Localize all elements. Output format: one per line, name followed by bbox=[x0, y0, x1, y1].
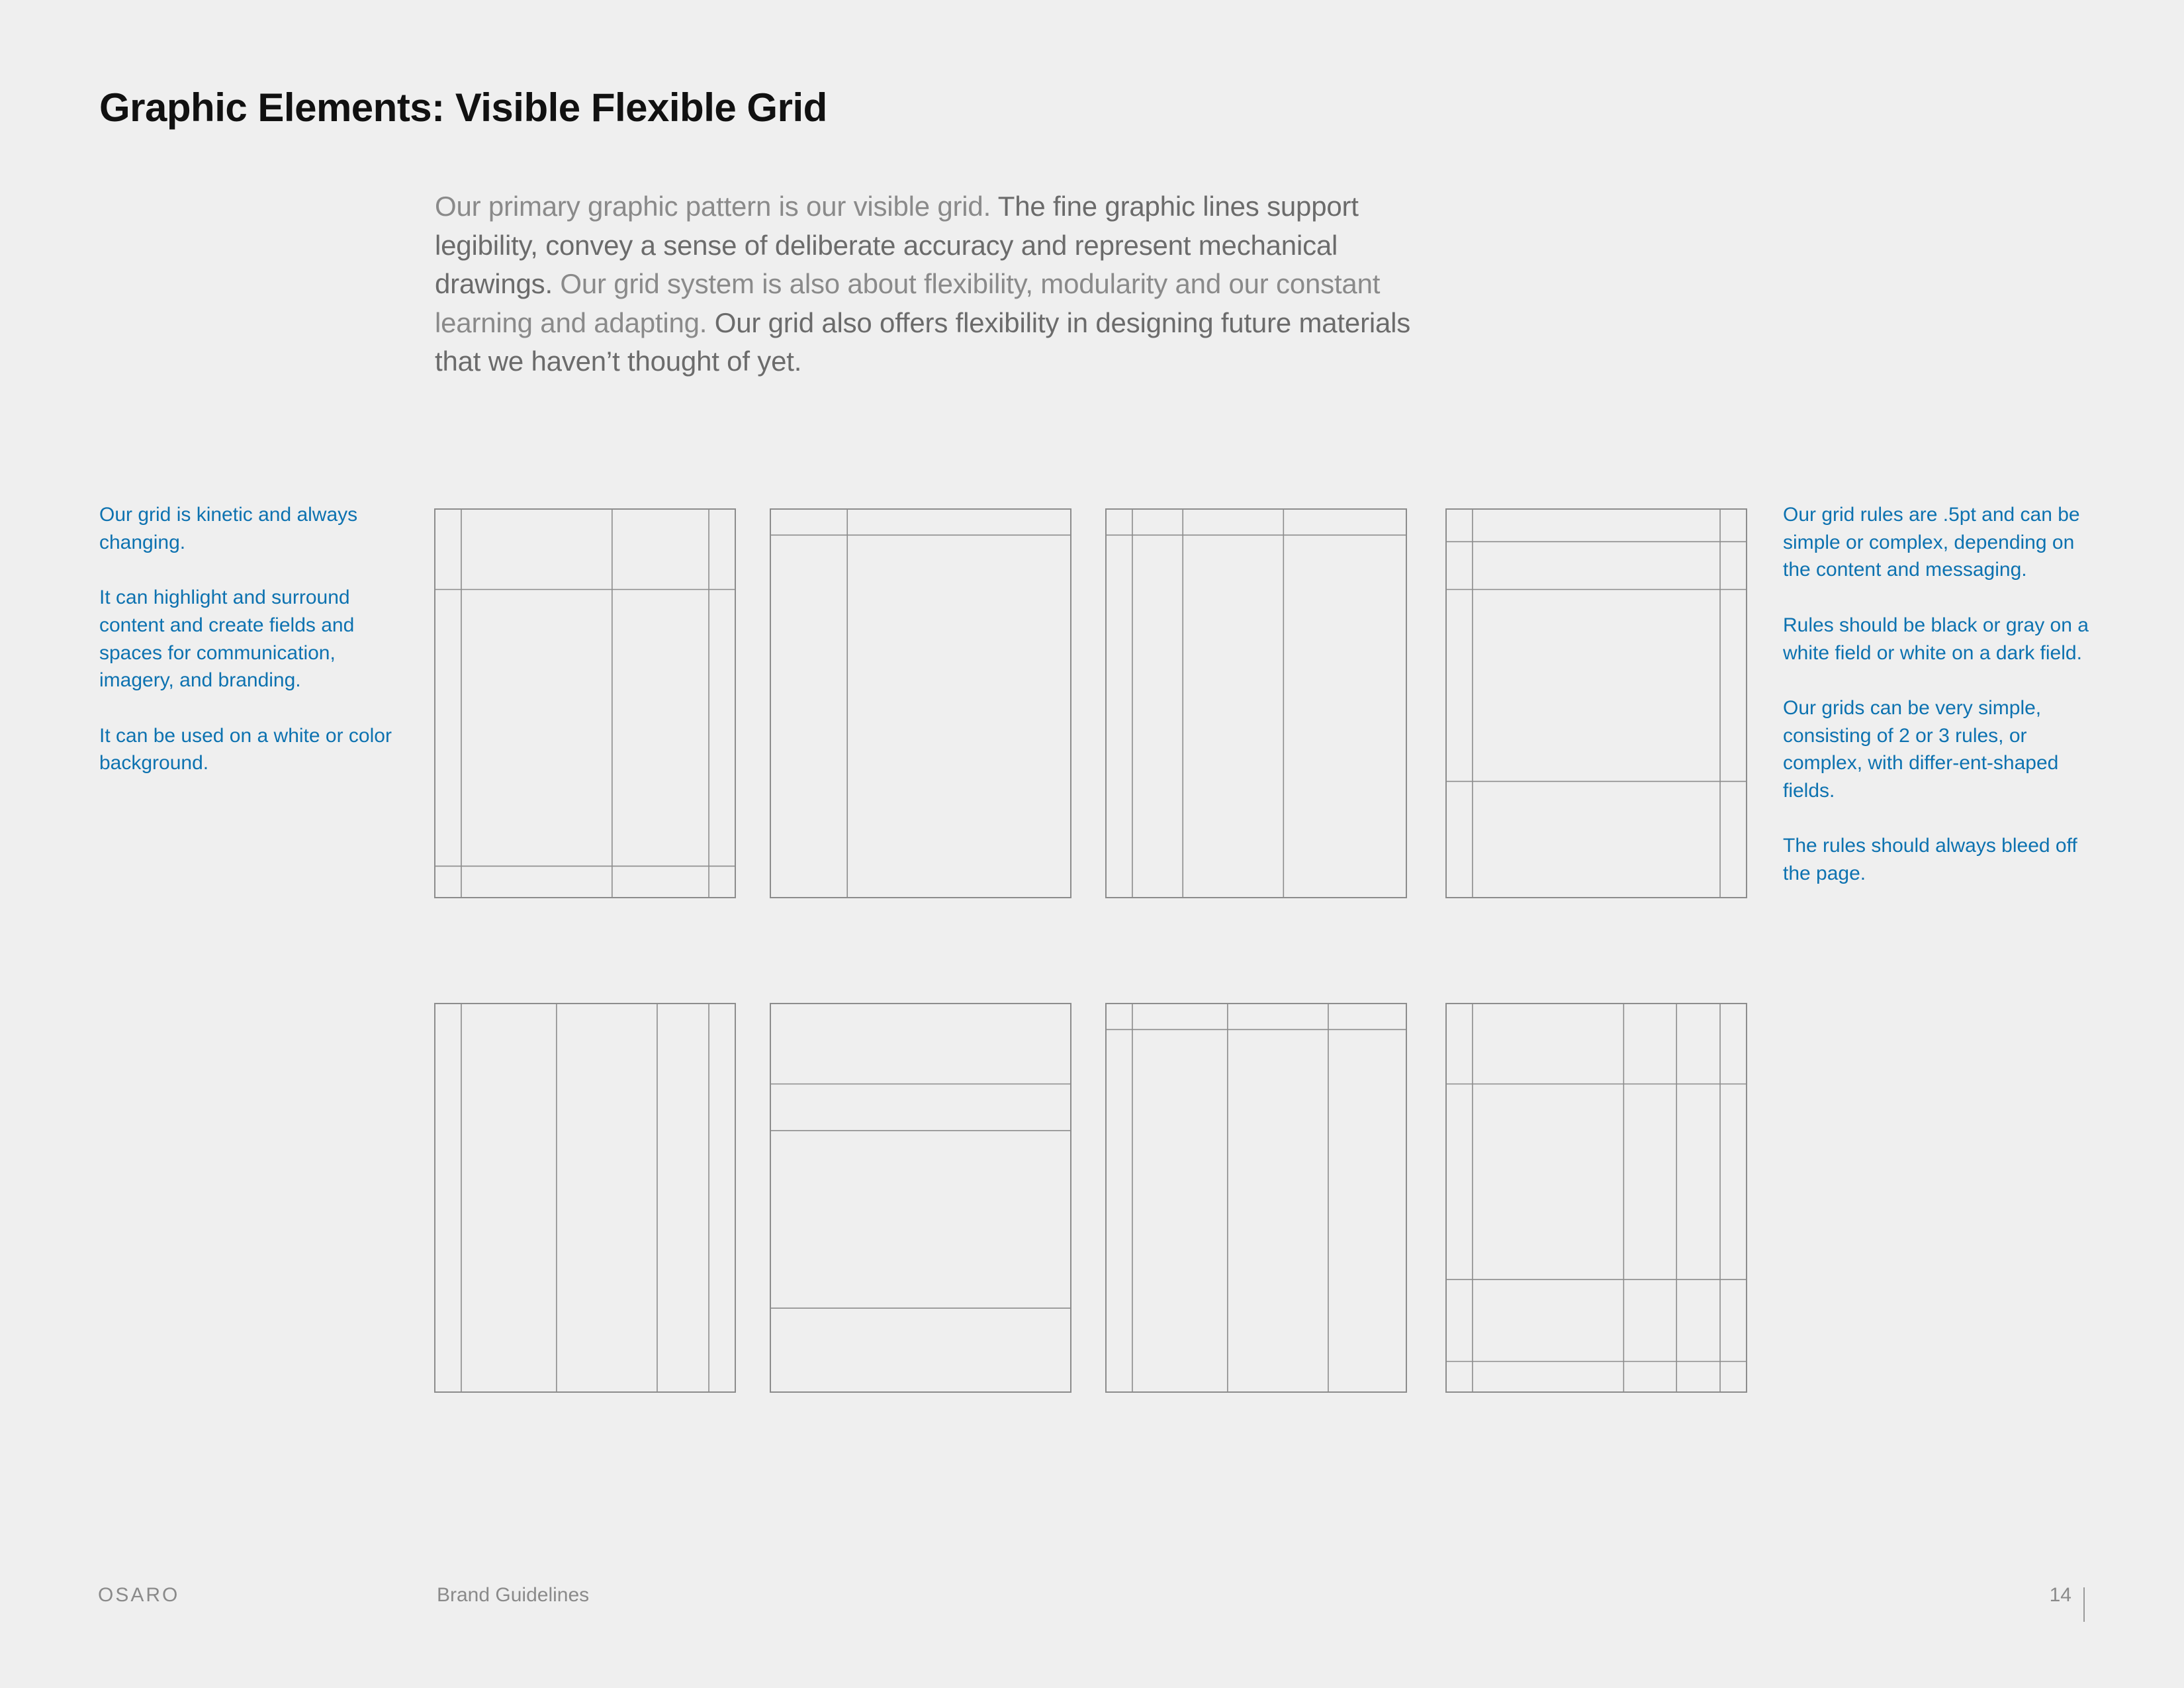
page-number: 14 bbox=[2049, 1584, 2071, 1606]
grid-frame bbox=[770, 1004, 1071, 1392]
grid-thumbnail bbox=[1446, 1004, 1747, 1392]
left-note: Our grid is kinetic and always changing. bbox=[99, 504, 358, 553]
page-title: Graphic Elements: Visible Flexible Grid bbox=[99, 85, 827, 130]
footer-document-title: Brand Guidelines bbox=[437, 1584, 590, 1606]
right-note: Our grids can be very simple, consisting of 2 or 3 rules, or complex, with differ-ent-shaped fields. bbox=[1783, 696, 2059, 802]
grid-frame bbox=[435, 1004, 735, 1392]
grid-thumbnail bbox=[1446, 509, 1747, 898]
grid-frame bbox=[1446, 509, 1747, 898]
right-note: Rules should be black or gray on a white field or white on a dark field. bbox=[1783, 614, 2089, 664]
grid-thumbnail bbox=[435, 1004, 735, 1392]
grid-frame bbox=[1106, 1004, 1406, 1392]
grid-frame bbox=[1446, 1004, 1747, 1392]
intro-segment: Our primary graphic pattern is our visible grid. bbox=[435, 191, 998, 222]
left-note: It can be used on a white or color background. bbox=[99, 724, 392, 774]
grid-thumbnail bbox=[1106, 1004, 1406, 1392]
intro-segment-emphasis: The fine graphic lines support legibility, convey a sense of deliberate accuracy and represent mechanical drawings. bbox=[435, 191, 1359, 299]
intro-segment: Our grid system is also about flexibility, modularity and our constant learning and adapting. bbox=[435, 268, 1381, 338]
right-note: The rules should always bleed off the page. bbox=[1783, 835, 2077, 885]
grid-thumbnail bbox=[435, 509, 735, 898]
grid-thumbnail bbox=[770, 509, 1071, 898]
grid-thumbnail bbox=[1106, 509, 1406, 898]
grid-frame bbox=[770, 509, 1071, 898]
grid-frame bbox=[435, 509, 735, 898]
footer-brand: OSARO bbox=[98, 1584, 180, 1606]
left-note: It can highlight and surround content and create fields and spaces for communication, imagery, and branding. bbox=[99, 586, 355, 692]
intro-segment-emphasis: Our grid also offers flexibility in designing future materials that we haven’t thought of yet. bbox=[435, 306, 1411, 377]
grid-frame bbox=[1106, 509, 1406, 898]
right-note: Our grid rules are .5pt and can be simple or complex, depending on the content and messaging. bbox=[1783, 504, 2080, 581]
footer-divider bbox=[2083, 1587, 2085, 1622]
grid-thumbnail bbox=[770, 1004, 1071, 1392]
